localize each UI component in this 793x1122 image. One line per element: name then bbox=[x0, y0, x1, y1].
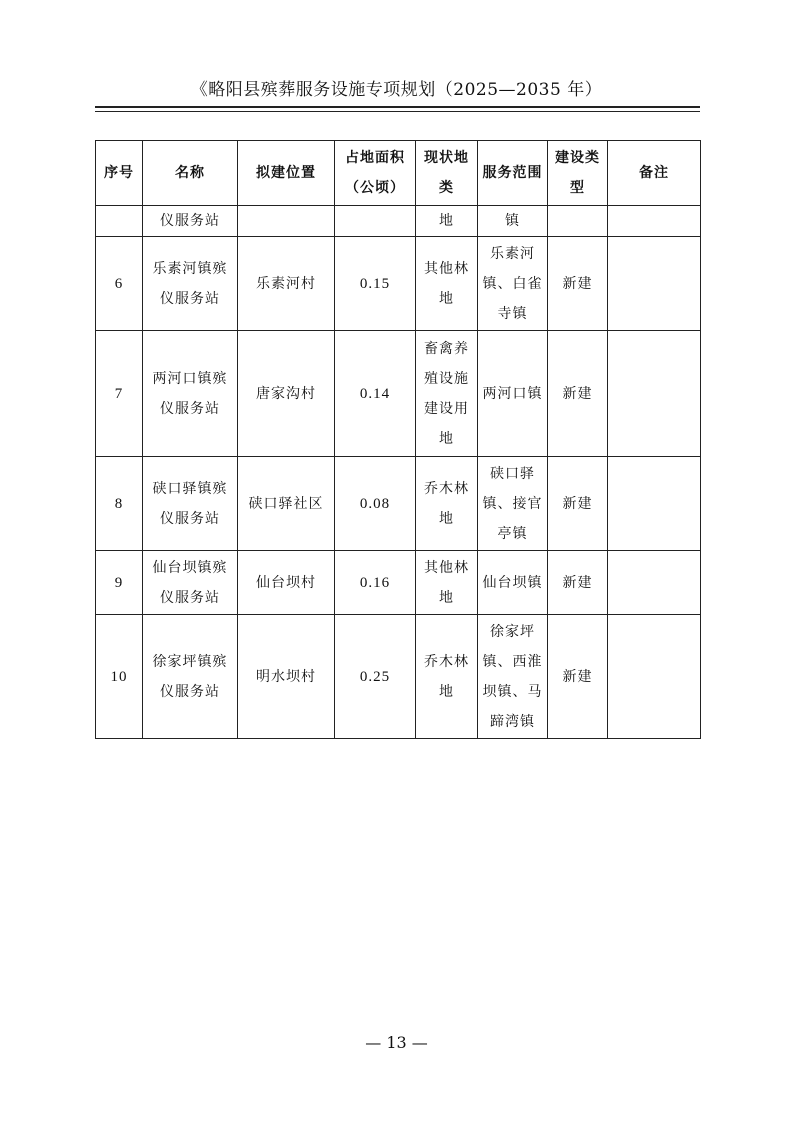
column-header-seq: 序号 bbox=[96, 141, 143, 206]
cell-area bbox=[335, 206, 416, 237]
table-row bbox=[96, 331, 701, 457]
cell-landtype: 乔木林地 bbox=[416, 457, 478, 551]
cell-seq: 10 bbox=[96, 615, 143, 739]
cell-seq bbox=[96, 206, 143, 237]
cell-landtype: 乔木林地 bbox=[416, 615, 478, 739]
cell-buildtype: 新建 bbox=[548, 615, 608, 739]
cell-name: 仪服务站 bbox=[143, 206, 238, 237]
cell-location: 硖口驿社区 bbox=[238, 457, 335, 551]
cell-buildtype: 新建 bbox=[548, 551, 608, 615]
cell-buildtype: 新建 bbox=[548, 237, 608, 331]
cell-seq: 6 bbox=[96, 237, 143, 331]
cell-area: 0.08 bbox=[335, 457, 416, 551]
cell-location: 仙台坝村 bbox=[238, 551, 335, 615]
cell-note bbox=[608, 206, 701, 237]
table-row bbox=[96, 551, 701, 615]
cell-buildtype: 新建 bbox=[548, 457, 608, 551]
cell-name: 硖口驿镇殡仪服务站 bbox=[143, 457, 238, 551]
column-header-landtype: 现状地类 bbox=[416, 141, 478, 206]
cell-name: 徐家坪镇殡仪服务站 bbox=[143, 615, 238, 739]
cell-note bbox=[608, 551, 701, 615]
header-rule-thin bbox=[95, 111, 700, 112]
cell-scope: 乐素河镇、白雀寺镇 bbox=[478, 237, 548, 331]
facility-plan-table bbox=[95, 140, 701, 739]
header-rule-thick bbox=[95, 106, 700, 108]
cell-location: 唐家沟村 bbox=[238, 331, 335, 457]
column-header-note: 备注 bbox=[608, 141, 701, 206]
cell-name: 两河口镇殡仪服务站 bbox=[143, 331, 238, 457]
page-header-title: 《略阳县殡葬服务设施专项规划（2025—2035 年） bbox=[190, 80, 603, 100]
cell-seq: 9 bbox=[96, 551, 143, 615]
cell-location: 乐素河村 bbox=[238, 237, 335, 331]
cell-landtype: 地 bbox=[416, 206, 478, 237]
cell-note bbox=[608, 457, 701, 551]
cell-seq: 8 bbox=[96, 457, 143, 551]
cell-location bbox=[238, 206, 335, 237]
cell-area: 0.14 bbox=[335, 331, 416, 457]
table-row bbox=[96, 237, 701, 331]
cell-buildtype: 新建 bbox=[548, 331, 608, 457]
cell-name: 仙台坝镇殡仪服务站 bbox=[143, 551, 238, 615]
table-row bbox=[96, 457, 701, 551]
column-header-scope: 服务范围 bbox=[478, 141, 548, 206]
cell-area: 0.16 bbox=[335, 551, 416, 615]
column-header-buildtype: 建设类型 bbox=[548, 141, 608, 206]
page-number: — 13 — bbox=[365, 1033, 428, 1052]
cell-landtype: 畜禽养殖设施建设用地 bbox=[416, 331, 478, 457]
cell-area: 0.25 bbox=[335, 615, 416, 739]
cell-scope: 硖口驿镇、接官亭镇 bbox=[478, 457, 548, 551]
cell-landtype: 其他林地 bbox=[416, 237, 478, 331]
column-header-name: 名称 bbox=[143, 141, 238, 206]
cell-scope: 两河口镇 bbox=[478, 331, 548, 457]
cell-note bbox=[608, 615, 701, 739]
cell-scope: 徐家坪镇、西淮坝镇、马蹄湾镇 bbox=[478, 615, 548, 739]
cell-area: 0.15 bbox=[335, 237, 416, 331]
cell-buildtype bbox=[548, 206, 608, 237]
cell-seq: 7 bbox=[96, 331, 143, 457]
cell-scope: 仙台坝镇 bbox=[478, 551, 548, 615]
column-header-area: 占地面积（公顷） bbox=[335, 141, 416, 206]
table-row bbox=[96, 206, 701, 237]
cell-note bbox=[608, 331, 701, 457]
cell-location: 明水坝村 bbox=[238, 615, 335, 739]
cell-scope: 镇 bbox=[478, 206, 548, 237]
table-header-row bbox=[96, 141, 701, 206]
column-header-location: 拟建位置 bbox=[238, 141, 335, 206]
cell-name: 乐素河镇殡仪服务站 bbox=[143, 237, 238, 331]
cell-landtype: 其他林地 bbox=[416, 551, 478, 615]
table-row bbox=[96, 615, 701, 739]
cell-note bbox=[608, 237, 701, 331]
